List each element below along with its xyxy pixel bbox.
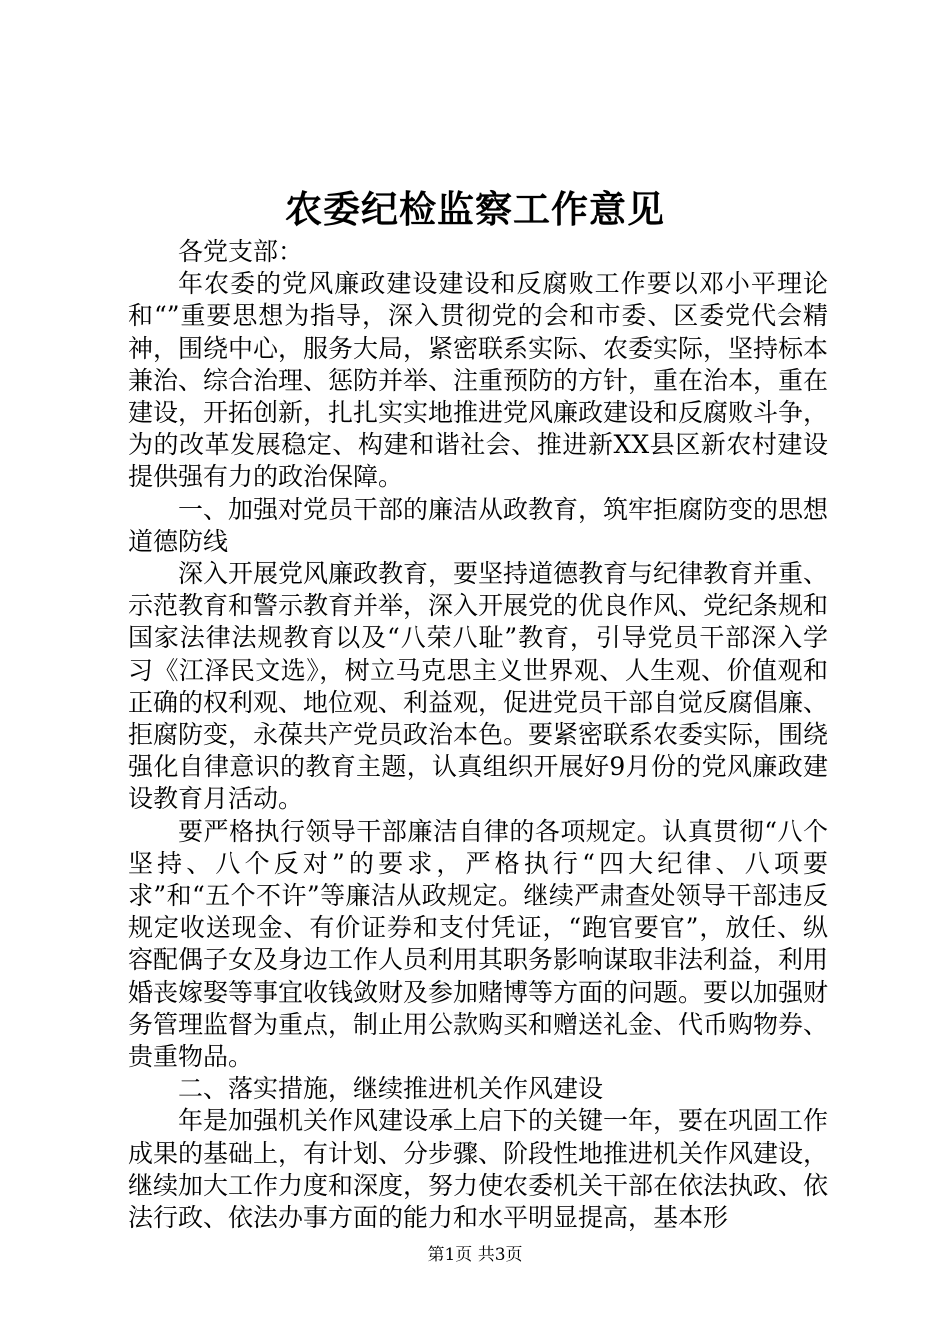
body-paragraph: 年是加强机关作风建设承上启下的关键一年，要在巩固工作成果的基础上，有计划、分步骤、阶段性地推进机关作风建设，继续加大工作力度和深度，努力使农委机关干部在依法执政、依法行政、依法办事方面的能力和水平明显提高，基本形	[128, 1106, 829, 1233]
body-paragraph: 要严格执行领导干部廉洁自律的各项规定。认真贯彻“八个坚持、八个反对”的要求，严格执行“四大纪律、八项要求”和“五个不许”等廉洁从政规定。继续严肃查处领导干部违反规定收送现金、有价证券和支付凭证，“跑官要官”，放任、纵容配偶子女及身边工作人员利用其职务影响谋取非法利益，利用婚丧嫁娶等事宜收钱敛财及参加赌博等方面的问题。要以加强财务管理监督为重点，制止用公款购买和赠送礼金、代币购物券、贵重物品。	[128, 816, 829, 1072]
document-body	[128, 236, 828, 1234]
section-heading-1: 一、加强对党员干部的廉洁从政教育，筑牢拒腐防变的思想道德防线	[128, 494, 829, 556]
salutation-paragraph: 各党支部：	[178, 237, 304, 266]
page-footer: 第1页 共3页	[427, 1245, 523, 1265]
section-heading-2: 二、落实措施，继续推进机关作风建设	[178, 1074, 604, 1104]
document-title: 农委纪检监察工作意见	[285, 187, 665, 231]
body-paragraph: 深入开展党风廉政教育，要坚持道德教育与纪律教育并重、示范教育和警示教育并举，深入开展党的优良作风、党纪条规和国家法律法规教育以及“八荣八耻”教育，引导党员干部深入学习《江泽民文选》，树立马克思主义世界观、人生观、价值观和正确的权利观、地位观、利益观，促进党员干部自觉反腐倡廉、拒腐防变，永葆共产党员政治本色。要紧密联系农委实际，围绕强化自律意识的教育主题，认真组织开展好9月份的党风廉政建设教育月活动。	[128, 559, 829, 814]
intro-paragraph: 年农委的党风廉政建设建设和反腐败工作要以邓小平理论和“”重要思想为指导，深入贯彻党的会和市委、区委党代会精神，围绕中心，服务大局，紧密联系实际、农委实际，坚持标本兼治、综合治理、惩防并举、注重预防的方针，重在治本，重在建设，开拓创新，扎扎实实地推进党风廉政建设和反腐败斗争，为的改革发展稳定、构建和谐社会、推进新XX县区新农村建设提供强有力的政治保障。	[128, 269, 829, 492]
